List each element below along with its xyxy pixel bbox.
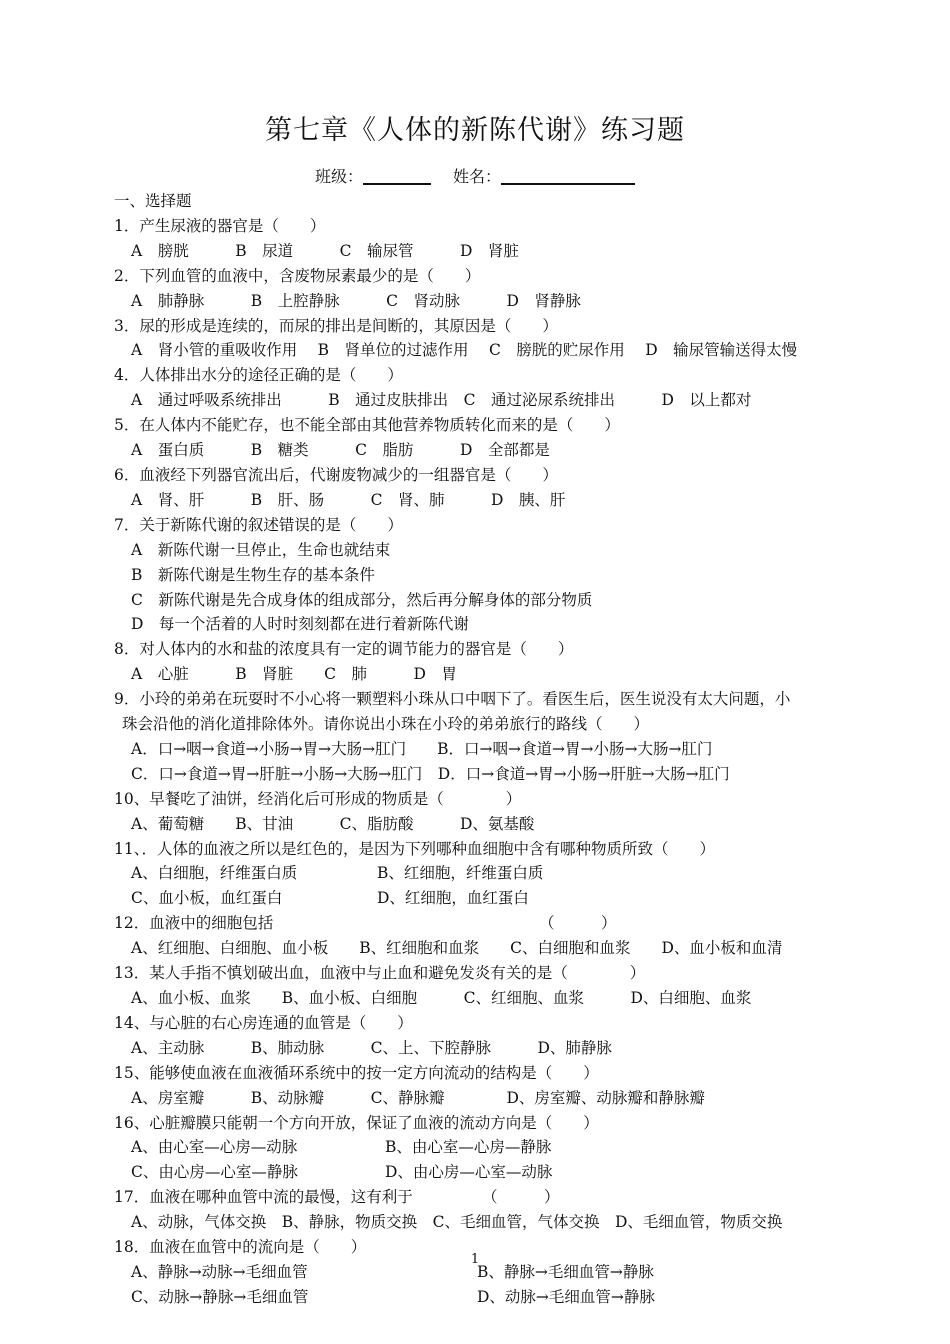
question-options: A 肺静脉 B 上腔静脉 C 肾动脉 D 肾静脉	[131, 291, 581, 310]
class-blank	[363, 169, 431, 185]
question-options: A 肾小管的重吸收作用 B 肾单位的过滤作用 C 膀胱的贮尿作用 D 输尿管输送得太慢	[131, 341, 798, 360]
name-label: 姓名：	[453, 167, 502, 186]
question-stem: 18．血液在血管中的流向是（ ）	[114, 1238, 367, 1257]
question-stem: 14、与心脏的右心房连通的血管是（ ）	[114, 1013, 413, 1032]
question-stem: 5．在人体内不能贮存，也不能全部由其他营养物质转化而来的是（ ）	[114, 416, 620, 435]
option-c: C、由心房—心室—静脉	[131, 1163, 298, 1182]
question-stem: 10、早餐吃了油饼，经消化后可形成的物质是（ ）	[114, 789, 522, 808]
question-stem	[114, 1185, 838, 1210]
question-options: A、动脉，气体交换 B、静脉，物质交换 C、毛细血管，气体交换 D、毛细血管，物质交换	[131, 1213, 783, 1232]
question-options: A、红细胞、白细胞、血小板 B、红细胞和血浆 C、白细胞和血浆 D、血小板和血清	[131, 939, 783, 958]
question-stem: 15、能够使血液在血液循环系统中的按一定方向流动的结构是（ ）	[114, 1063, 599, 1082]
option-c: C、血小板，血红蛋白	[131, 889, 283, 908]
option-b: B 新陈代谢是生物生存的基本条件	[131, 565, 375, 584]
question-options: A、主动脉 B、肺动脉 C、上、下腔静脉 D、肺静脉	[131, 1038, 612, 1057]
question-stem: 9．小玲的弟弟在玩耍时不小心将一颗塑料小珠从口中咽下了。看医生后，医生说没有太大问题，小	[114, 690, 791, 709]
question-stem: 3．尿的形成是连续的，而尿的排出是间断的，其原因是（ ）	[114, 316, 558, 335]
question-stem: 2．下列血管的血液中，含废物尿素最少的是（ ）	[114, 266, 481, 285]
question-stem: 13．某人手指不慎划破出血，血液中与止血和避免发炎有关的是（ ）	[114, 964, 646, 983]
option-row	[114, 1135, 838, 1160]
question-options: A 膀胱 B 尿道 C 输尿管 D 肾脏	[131, 241, 519, 260]
question-options: A 肾、肝 B 肝、肠 C 肾、肺 D 胰、肝	[131, 490, 566, 509]
question-options: A、葡萄糖 B、甘油 C、脂肪酸 D、氨基酸	[131, 814, 535, 833]
answer-paren: （ ）	[539, 914, 617, 933]
section-heading: 一、选择题	[114, 192, 192, 210]
question-stem-text: 12．血液中的细胞包括	[114, 914, 274, 933]
answer-paren: （ ）	[482, 1188, 560, 1207]
question-stem: 4．人体排出水分的途径正确的是（ ）	[114, 366, 403, 385]
option-d: D 每一个活着的人时时刻刻都在进行着新陈代谢	[131, 615, 469, 634]
option-d: D、由心房—心室—动脉	[385, 1163, 553, 1182]
option-a: A、白细胞，纤维蛋白质	[131, 864, 298, 883]
class-label: 班级：	[314, 167, 363, 186]
option-b: B、静脉→毛细血管→静脉	[477, 1262, 654, 1281]
question-stem: 11、．人体的血液之所以是红色的，是因为下列哪种血细胞中含有哪种物质所致（ ）	[114, 839, 715, 858]
question-options: A、房室瓣 B、动脉瓣 C、静脉瓣 D、房室瓣、动脉瓣和静脉瓣	[131, 1088, 705, 1107]
question-stem	[114, 911, 838, 936]
question-stem-continued: 珠会沿他的消化道排除体外。请你说出小珠在小玲的弟弟旅行的路线（ ）	[122, 715, 650, 734]
question-stem: 6．血液经下列器官流出后，代谢废物减少的一组器官是（ ）	[114, 465, 558, 484]
question-list	[114, 189, 838, 1310]
option-a: A 新陈代谢一旦停止，生命也就结束	[131, 540, 391, 559]
question-options: A、血小板、血浆 B、血小板、白细胞 C、红细胞、血浆 D、白细胞、血浆	[131, 989, 752, 1007]
question-stem: 7．关于新陈代谢的叙述错误的是（ ）	[114, 515, 403, 534]
option-a: A、由心室—心房—动脉	[131, 1138, 298, 1157]
question-options: A 通过呼吸系统排出 B 通过皮肤排出 C 通过泌尿系统排出 D 以上都对	[131, 391, 752, 410]
question-stem: 16、心脏瓣膜只能朝一个方向开放，保证了血液的流动方向是（ ）	[114, 1113, 599, 1132]
question-options: A 蛋白质 B 糖类 C 脂肪 D 全部都是	[131, 441, 550, 460]
option-b: B、由心室—心房—静脉	[385, 1138, 552, 1157]
option-row	[114, 861, 838, 886]
question-options: A 心脏 B 肾脏 C 肺 D 胃	[131, 665, 457, 684]
option-row	[114, 1160, 838, 1185]
option-b: B、红细胞，纤维蛋白质	[377, 864, 544, 883]
question-options: C．口→食道→胃→肝脏→小肠→大肠→肛门 D．口→食道→胃→小肠→肝脏→大肠→肛门	[131, 764, 730, 783]
question-options: A．口→咽→食道→小肠→胃→大肠→肛门 B．口→咽→食道→胃→小肠→大肠→肛门	[131, 739, 713, 758]
page-number: 1	[470, 1252, 480, 1267]
option-d: D、红细胞，血红蛋白	[377, 889, 529, 908]
option-row	[114, 886, 838, 911]
question-stem: 1．产生尿液的器官是（ ）	[114, 216, 326, 235]
option-c: C 新陈代谢是先合成身体的组成部分，然后再分解身体的部分物质	[131, 590, 593, 609]
question-stem: 8．对人体内的水和盐的浓度具有一定的调节能力的器官是（ ）	[114, 640, 574, 659]
page-title: 第七章《人体的新陈代谢》练习题	[265, 115, 685, 146]
question-stem-text: 17．血液在哪种血管中流的最慢，这有利于	[114, 1188, 413, 1207]
option-row	[114, 1285, 838, 1310]
option-d: D、动脉→毛细血管→静脉	[477, 1287, 655, 1306]
option-c: C、动脉→静脉→毛细血管	[131, 1287, 309, 1306]
option-a: A、静脉→动脉→毛细血管	[131, 1262, 308, 1281]
student-info	[0, 164, 950, 187]
name-blank	[501, 169, 635, 185]
